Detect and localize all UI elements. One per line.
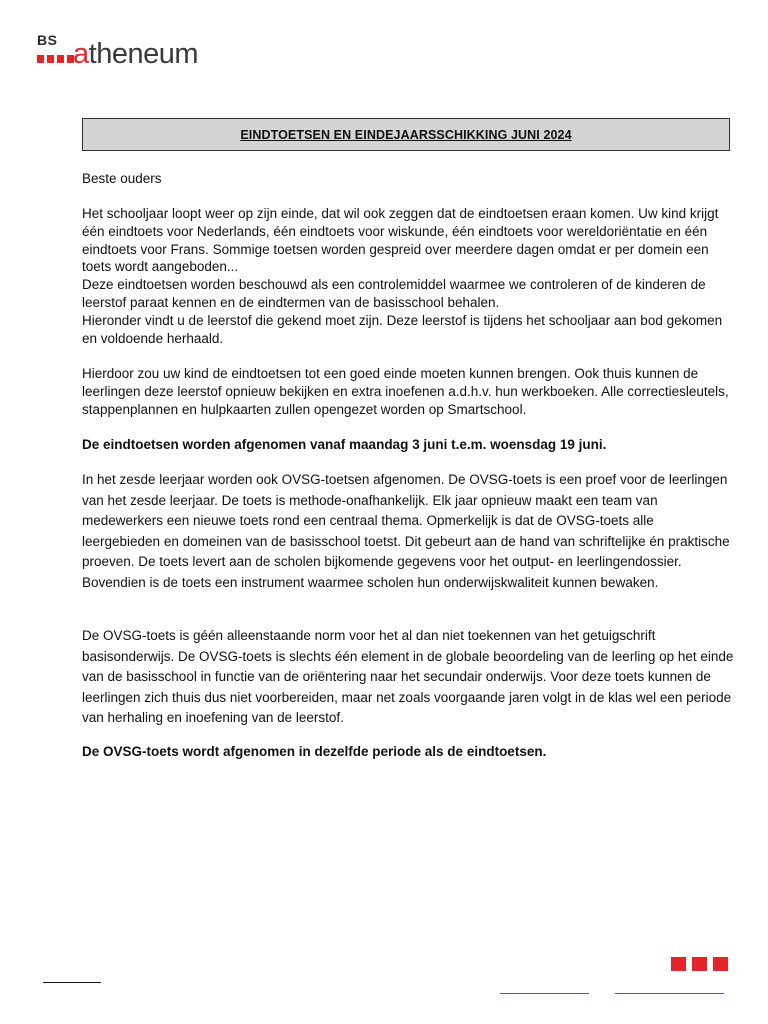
- paragraph-ovsg-toets: In het zesde leerjaar worden ook OVSG-toetsen afgenomen. De OVSG-toets is een proef voor de leerlingen van het zesde leerjaar. De toets is methode-onafhankelijk. Elk jaar opnieuw maakt een team van medewerkers een nieuwe toets rond een centraal thema. Opmerkelijk is dat de OVSG-toets alle leergebieden en domeinen van de basisschool toetst. Dit gebeurt aan de hand van schriftelijke én praktische proeven. De toets levert aan de scholen bijkomende gegevens voor het output- en leerlingendossier. Bovendien is de toets een instrument waarmee scholen hun onderwijskwaliteit kunnen bewaken.: [82, 472, 730, 590]
- ovsg-period-statement: De OVSG-toets wordt afgenomen in dezelfde periode als de eindtoetsen.: [82, 744, 547, 759]
- paragraph-thuis-oefenen: Hierdoor zou uw kind de eindtoetsen tot een goed einde moeten kunnen brengen. Ook thuis kunnen de leerlingen deze leerstof opnieuw bekijken en extra inoefenen a.d.h.v. hun werkboeken. Alle correctiesleutels, stappenplannen en hulpkaarten zullen opengezet worden op Smartschool.: [82, 366, 729, 417]
- eindtoetsen-dates-statement: De eindtoetsen worden afgenomen vanaf maandag 3 juni t.e.m. woensdag 19 juni.: [82, 437, 607, 452]
- logo-squares-icon: [37, 55, 74, 63]
- paragraph-leerstof: Hieronder vindt u de leerstof die gekend moet zijn. Deze leerstof is tijdens het schooljaar aan bod gekomen en voldoende herhaald.: [82, 312, 723, 346]
- logo-prefix: BS: [37, 32, 58, 48]
- logo-word-rest: theneum: [88, 38, 198, 70]
- greeting: Beste ouders: [82, 171, 162, 186]
- footer-link-underline-1[interactable]: [500, 993, 589, 994]
- footnote-separator: [43, 982, 101, 983]
- intro-section: [82, 205, 732, 347]
- paragraph-ovsg-norm: De OVSG-toets is géén alleenstaande norm voor het al dan niet toekennen van het getuigschrift basisonderwijs. De OVSG-toets is slechts één element in de globale beoordeling van de leerling op het einde van de basisschool in functie van de oriëntering naar het secundair onderwijs. Voor deze toets kunnen de leerlingen zich thuis dus niet voorbereiden, maar net zoals voorgaande jaren volgt in de klas wel een periode van herhaling en inoefening van de leerstof.: [82, 628, 734, 726]
- document-title-box: [82, 118, 730, 151]
- footer-link-underline-2[interactable]: [615, 993, 724, 994]
- paragraph-controlemiddel: Deze eindtoetsen worden beschouwd als een controlemiddel waarmee we controleren of de kinderen de leerstof paraat kennen en de eindtermen van de basisschool behalen.: [82, 277, 706, 310]
- footer-squares-icon: [671, 957, 728, 971]
- school-logo: [37, 33, 217, 69]
- document-title: EINDTOETSEN EN EINDEJAARSSCHIKKING JUNI 2024: [240, 127, 572, 142]
- paragraph-eindtoetsen: Het schooljaar loopt weer op zijn einde, dat wil ook zeggen dat de eindtoetsen eraan komen. Uw kind krijgt één eindtoets voor Nederlands, één eindtoets voor wiskunde, één eindtoets voor wereldoriëntatie en één eindtoets voor Frans. Sommige toetsen worden gespreid over meerdere dagen omdat er per domein een toets wordt aangeboden...: [82, 206, 719, 275]
- logo-word-first: a: [73, 38, 89, 70]
- logo-wordmark: [73, 39, 198, 69]
